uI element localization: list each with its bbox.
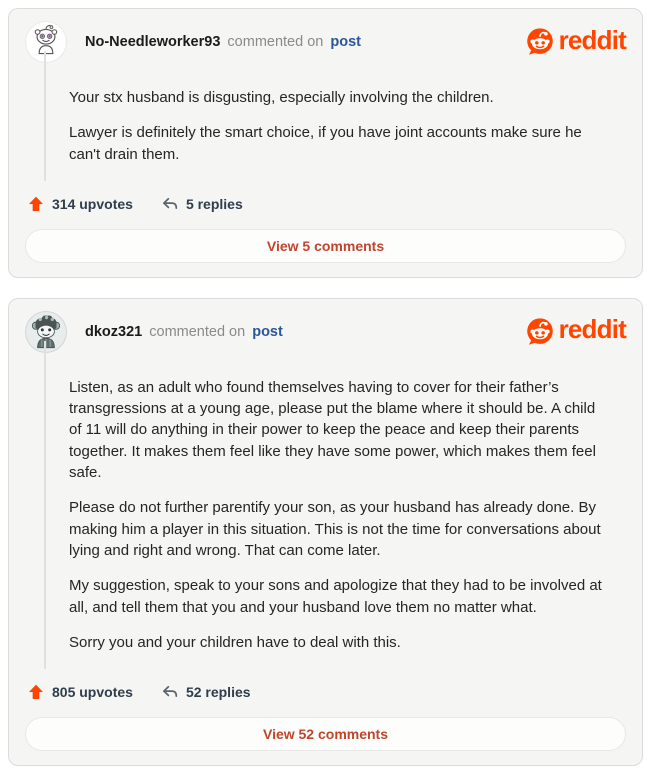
username-link[interactable]: dkoz321 [85,323,143,340]
comment-paragraph: Please do not further parentify your son, as your husband has already done. By making him a player in this situation. This is not the time for conversations about lying and right and wrong. That can come later. [69,499,601,559]
upvote-arrow-icon [27,195,45,213]
username-link[interactable]: No-Needleworker93 [85,34,221,50]
reddit-logo[interactable] [525,24,626,58]
comment-paragraph: Sorry you and your children have to deal with this. [69,633,401,651]
reddit-snoo-icon [525,27,555,57]
post-link[interactable]: post [252,323,283,340]
sketch-snoo-avatar-icon [25,21,67,63]
upvotes-stat [27,683,133,701]
user-avatar[interactable] [25,311,67,353]
replies-count: 5 replies [185,195,243,212]
comment-paragraph: Listen, as an adult who found themselves having to cover for their father’s transgressions at a young age, please put the blame where it should be. A child of 11 will do anything in their power to keep the peace and keep their parents together. It makes them feel like they have some power, which makes them feel safe. [69,378,596,482]
reddit-wordmark: reddit [558,24,626,55]
reddit-logo[interactable] [525,316,626,347]
comment-card-2 [8,298,643,766]
reddit-snoo-icon [525,317,555,347]
comment-paragraph: Your stx husband is disgusting, especially involving the children. [69,89,494,106]
meta-text: commented on [227,34,324,50]
meta-text: commented on [149,323,246,340]
view-comments-button[interactable]: View 5 comments [25,229,626,263]
upvotes-count: 314 upvotes [52,195,133,212]
upvote-arrow-icon [27,683,45,701]
comment-body [25,353,626,653]
comment-body [25,63,626,165]
comment-footer [25,683,626,701]
comment-meta [85,34,525,50]
card-header [25,21,626,63]
comment-footer [25,195,626,213]
view-comments-button[interactable]: View 52 comments [25,717,626,751]
card-header [25,311,626,353]
user-avatar[interactable] [25,21,67,63]
post-link[interactable]: post [330,34,361,50]
replies-stat [161,683,251,701]
comment-card-1 [8,8,643,278]
gray-snoo-avatar-icon [25,311,67,353]
upvotes-stat [27,195,133,213]
replies-count: 52 replies [185,684,251,701]
reply-arrow-icon [161,195,179,213]
replies-stat [161,195,243,213]
comment-paragraph: Lawyer is definitely the smart choice, if you have joint accounts make sure he can't drain them. [69,124,582,163]
reddit-wordmark: reddit [558,314,626,345]
reply-arrow-icon [161,683,179,701]
upvotes-count: 805 upvotes [52,684,133,701]
comment-meta [85,324,525,340]
comment-paragraph: My suggestion, speak to your sons and apologize that they had to be involved at all, and tell them that you and your husband love them no matter what. [69,577,602,616]
